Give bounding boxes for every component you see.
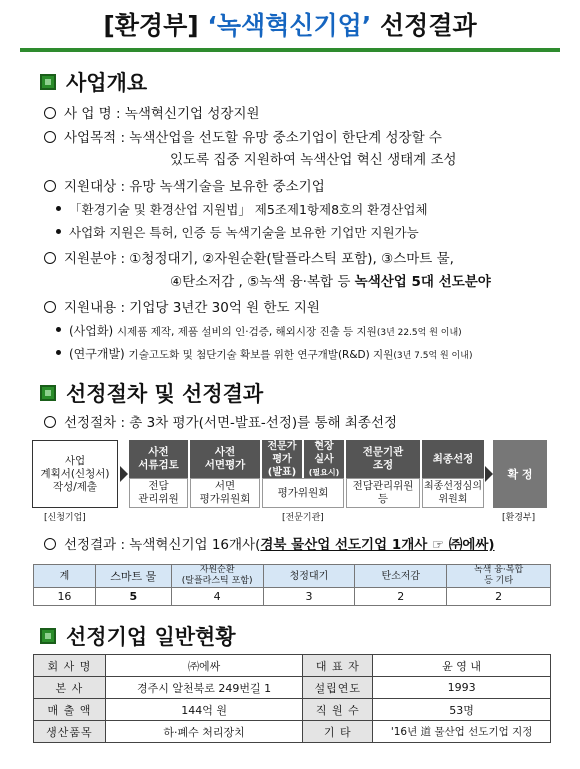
text: 서면평가 — [204, 459, 246, 471]
table-header-cell: 계 — [34, 565, 96, 588]
text: (발표) — [267, 466, 297, 478]
table-row — [34, 699, 551, 721]
circle-bullet-icon — [44, 301, 56, 313]
step-head-2 — [190, 440, 260, 478]
step-head-6 — [422, 440, 484, 478]
value-bold: 녹색산업 5대 선도분야 — [354, 274, 491, 290]
table-row — [34, 677, 551, 699]
step-head-4 — [304, 440, 344, 478]
value: 기업당 3년간 30억 원 한도 지원 — [129, 300, 320, 316]
label-cell: 기 타 — [303, 721, 373, 743]
page-title — [20, 8, 560, 44]
title-quote-close: ’ — [361, 11, 372, 40]
table-header-cell: 청정대기 — [263, 565, 355, 588]
text: 사전 — [148, 446, 169, 458]
table-cell: 2 — [447, 588, 551, 606]
section-heading-overview — [40, 67, 147, 97]
section-title: 선정절차 및 선정결과 — [66, 382, 264, 406]
section-heading-selection — [40, 378, 263, 408]
text: 기술고도화 및 첨단기술 확보를 위한 연구개발(R&D) 지원 — [128, 349, 394, 361]
circle-bullet-icon — [44, 180, 56, 192]
table-row — [34, 588, 551, 606]
table-cell: 16 — [34, 588, 96, 606]
procedure-diagram — [32, 440, 547, 524]
table-row — [34, 655, 551, 677]
step-sub-2 — [190, 478, 260, 508]
section-title: 사업개요 — [66, 71, 148, 95]
text: 실사 — [314, 453, 334, 465]
title-quote-open: ‘ — [207, 11, 217, 40]
label: 지원내용 : — [64, 300, 130, 316]
value-cell: 윤 영 내 — [373, 655, 551, 677]
step-sub-1 — [129, 478, 188, 508]
text: 전담 — [148, 480, 169, 492]
text: 「환경기술 및 환경산업 지원법」 제5조제1항제8호의 환경산업체 — [69, 202, 428, 217]
selection-result-table — [33, 564, 551, 606]
arrow-right-icon — [120, 466, 128, 482]
caption-ministry: [환경부] — [502, 513, 536, 523]
text: 평가위원회 — [277, 486, 329, 499]
label-cell: 매 출 액 — [34, 699, 106, 721]
label-cell: 생산품목 — [34, 721, 106, 743]
label: 지원대상 : — [64, 179, 130, 195]
title-highlight: 녹색혁신기업 — [216, 11, 362, 40]
content-bullet-1 — [56, 321, 462, 343]
step-head-5 — [346, 440, 420, 478]
value: ①청정대기, ②자원순환(탈플라스틱 포함), ③스마트 물, — [129, 251, 454, 267]
label: 선정결과 : — [64, 537, 130, 553]
label: 선정절차 : — [64, 415, 130, 431]
section-square-icon — [40, 385, 56, 401]
text: 관리위원 — [138, 493, 179, 505]
value-cell: '16년 道 물산업 선도기업 지정 — [373, 721, 551, 743]
purpose-line — [44, 128, 442, 148]
value-cell: 53명 — [373, 699, 551, 721]
text: 평가 — [272, 453, 292, 465]
text: 서면 — [214, 480, 236, 492]
table-cell: 5 — [95, 588, 171, 606]
company-info-table — [33, 654, 551, 743]
value: ④탄소저감 , ⑤녹색 융·복합 등 — [170, 274, 355, 290]
text: 전문기관 — [362, 446, 404, 458]
handwritten-note: 경북 물산업 선도기업 1개사 ☞ ㈜에싸) — [260, 537, 495, 553]
dot-bullet-icon — [56, 206, 61, 211]
section-title: 선정기업 일반현황 — [66, 625, 236, 649]
project-name-line — [44, 104, 260, 124]
dot-bullet-icon — [56, 350, 61, 355]
arrow-right-icon — [485, 466, 493, 482]
label: 사 업 명 : — [64, 106, 125, 122]
title-area — [20, 8, 560, 54]
text: 현장 — [314, 440, 334, 452]
text: 등 — [377, 493, 389, 505]
text: 위원회 — [438, 494, 468, 505]
caption-agency: [전문기관] — [282, 513, 324, 523]
label: 지원분야 : — [64, 251, 130, 267]
label-cell: 직 원 수 — [303, 699, 373, 721]
table-header-cell: 스마트 물 — [95, 565, 171, 588]
title-prefix: [환경부] — [103, 11, 199, 40]
text: 계획서(신청서) — [40, 467, 110, 480]
dot-bullet-icon — [56, 229, 61, 234]
table-header-cell: 탄소저감 — [355, 565, 447, 588]
value: 있도록 집중 지원하여 녹색산업 혁신 생태계 조성 — [170, 152, 457, 168]
circle-bullet-icon — [44, 538, 56, 550]
text: 조정 — [372, 459, 394, 471]
label-cell: 회 사 명 — [34, 655, 106, 677]
table-header-cell: 자원순환 (탈플라스틱 포함) — [171, 565, 263, 588]
content-line — [44, 298, 320, 318]
dot-bullet-icon — [56, 327, 61, 332]
text: 최종선정 — [432, 452, 474, 465]
table-header-cell: 녹색 융·복합 등 기타 — [447, 565, 551, 588]
section-square-icon — [40, 74, 56, 90]
circle-bullet-icon — [44, 252, 56, 264]
text: 사전 — [214, 446, 236, 458]
text: 사업화 지원은 특허, 인증 등 녹색기술을 보유한 기업만 지원가능 — [69, 225, 419, 240]
value: 총 3차 평가(서면-발표-선정)를 통해 최종선정 — [129, 415, 398, 431]
label-cell: 대 표 자 — [303, 655, 373, 677]
field-line-2 — [170, 272, 491, 292]
text: 전담관리위원 — [352, 480, 414, 492]
title-suffix: 선정결과 — [380, 11, 477, 40]
step-sub-merged — [262, 478, 344, 508]
end-box — [493, 440, 547, 508]
value: 녹색혁신기업 성장지원 — [124, 106, 260, 122]
text: 최종선정심의 — [424, 481, 482, 492]
text: 작성/제출 — [52, 480, 98, 493]
table-header-row — [34, 565, 551, 588]
target-line — [44, 177, 325, 197]
target-bullet-1 — [56, 200, 428, 220]
section-heading-company — [40, 621, 236, 651]
circle-bullet-icon — [44, 131, 56, 143]
table-row — [34, 721, 551, 743]
step-head-3 — [262, 440, 302, 478]
value-cell: 경주시 알천북로 249번길 1 — [105, 677, 303, 699]
text: 시제품 제작, 제품 설비의 인·검증, 해외시장 진출 등 지원 — [116, 326, 377, 338]
content-bullet-2 — [56, 344, 472, 366]
table-cell: 3 — [263, 588, 355, 606]
value-cell: 1993 — [373, 677, 551, 699]
text: (사업화) — [69, 324, 117, 338]
procedure-line — [44, 413, 397, 433]
purpose-line-2 — [170, 150, 457, 170]
text: 평가위원회 — [199, 493, 251, 505]
caption-applicant: [신청기업] — [44, 513, 86, 523]
title-underline — [20, 48, 560, 52]
text: (필요시) — [308, 467, 340, 477]
target-bullet-2 — [56, 223, 419, 243]
section-square-icon — [40, 628, 56, 644]
label-cell: 설립연도 — [303, 677, 373, 699]
value: 녹색혁신기업 16개사( — [129, 537, 261, 553]
value-cell: ㈜에싸 — [105, 655, 303, 677]
text: 전문가 — [267, 440, 297, 452]
table-cell: 4 — [171, 588, 263, 606]
step-sub-5 — [346, 478, 420, 508]
value-cell: 144억 원 — [105, 699, 303, 721]
value: 유망 녹색기술을 보유한 중소기업 — [129, 179, 325, 195]
start-box — [32, 440, 118, 508]
step-head-1 — [129, 440, 188, 478]
circle-bullet-icon — [44, 107, 56, 119]
text: (3년 7.5억 원 이내) — [393, 351, 473, 361]
text: 서류검토 — [138, 459, 179, 471]
value: 녹색산업을 선도할 유망 중소기업이 한단계 성장할 수 — [129, 130, 442, 146]
text: 사업 — [64, 454, 86, 467]
label: 사업목적 : — [64, 130, 130, 146]
text: 확 정 — [507, 467, 533, 481]
table-cell: 2 — [355, 588, 447, 606]
value-cell: 하·폐수 처리장치 — [105, 721, 303, 743]
label-cell: 본 사 — [34, 677, 106, 699]
result-line — [44, 535, 495, 555]
text: (3년 22.5억 원 이내) — [376, 328, 462, 338]
text: (연구개발) — [69, 347, 129, 361]
field-line — [44, 249, 454, 269]
step-sub-6 — [422, 478, 484, 508]
circle-bullet-icon — [44, 416, 56, 428]
